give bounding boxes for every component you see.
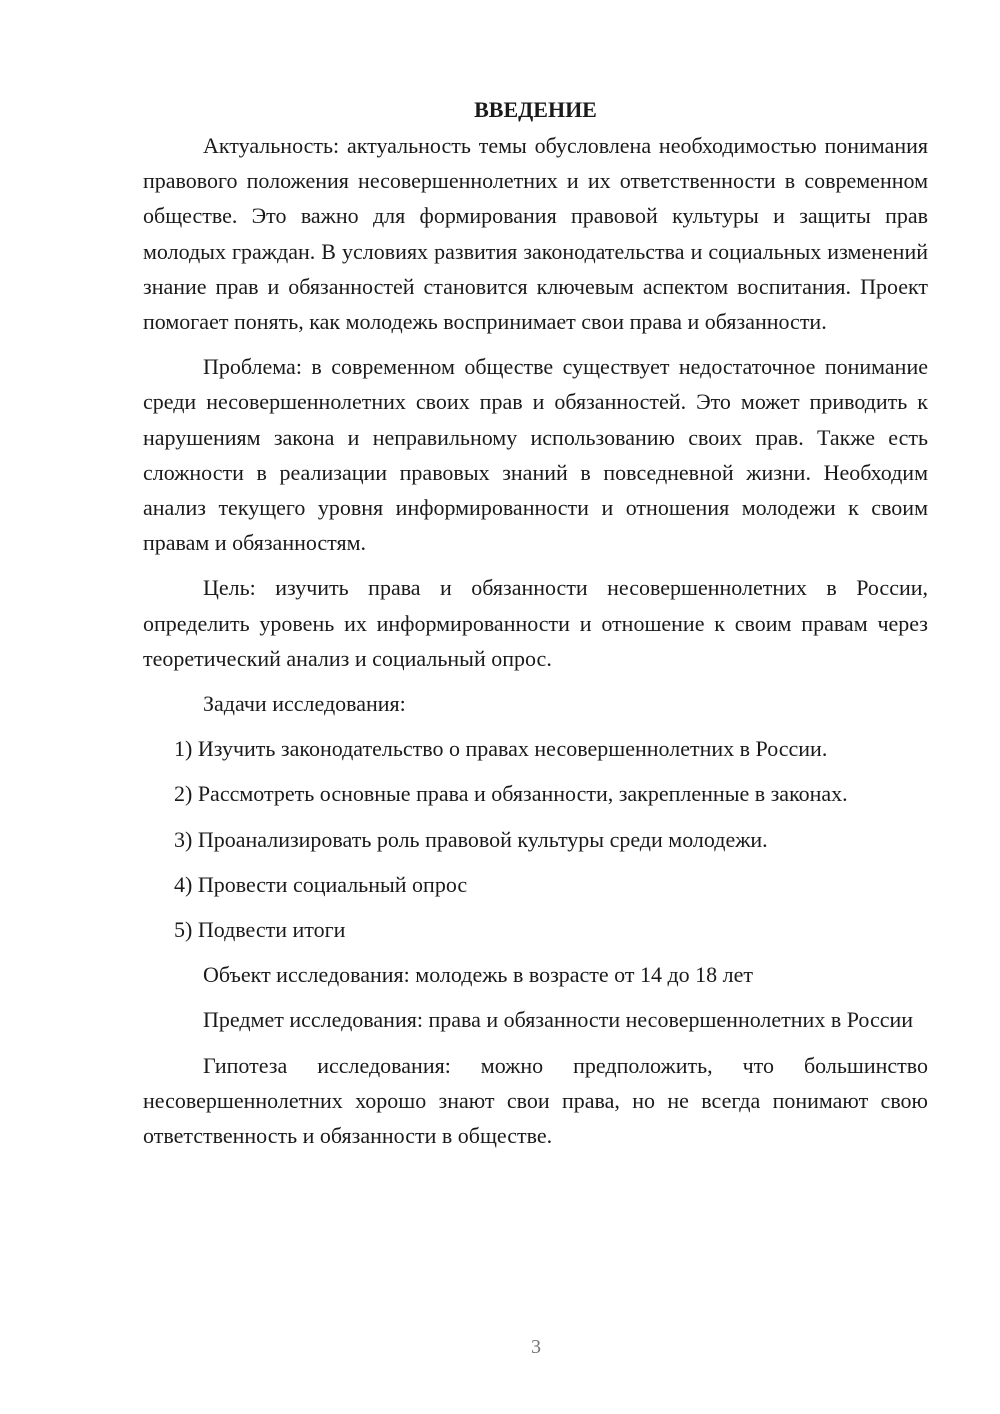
task-item-4: 4) Провести социальный опрос [174, 871, 468, 897]
research-object: Объект исследования: молодежь в возрасте от 14 до 18 лет [203, 962, 754, 988]
page-number: 3 [531, 1336, 541, 1358]
research-hypothesis: Гипотеза исследования: можно предположить, что большинство несовершеннолетних хорошо знают свои права, но не всегда понимают свою ответственность и обязанности в обществе. [143, 1052, 928, 1149]
paragraph-goal: Цель: изучить права и обязанности несовершеннолетних в России, определить уровень их информированности и отношение к своим правам через теоретический анализ и социальный опрос. [143, 575, 928, 671]
task-item-1: 1) Изучить законодательство о правах несовершеннолетних в России. [174, 736, 828, 762]
section-title: ВВЕДЕНИЕ [474, 97, 597, 122]
task-item-5: 5) Подвести итоги [174, 917, 346, 943]
task-item-3: 3) Проанализировать роль правовой культуры среди молодежи. [174, 826, 768, 852]
paragraph-relevance: Актуальность: актуальность темы обусловлена необходимостью понимания правового положения несовершеннолетних и их ответственности в современном обществе. Это важно для формирования правовой культуры и защиты прав молодых граждан. В условиях развития законодательства и социальных изменений знание прав и обязанностей становится ключевым аспектом воспитания. Проект помогает понять, как молодежь воспринимает свои права и обязанности. [143, 133, 928, 335]
research-subject: Предмет исследования: права и обязанности несовершеннолетних в России [203, 1007, 914, 1033]
tasks-heading: Задачи исследования: [203, 691, 406, 717]
task-item-2: 2) Рассмотреть основные права и обязанности, закрепленные в законах. [174, 781, 848, 807]
document-body [143, 92, 928, 1163]
paragraph-problem: Проблема: в современном обществе существует недостаточное понимание среди несовершеннолетних своих прав и обязанностей. Это может приводить к нарушениям закона и неправильному использованию своих прав. Также есть сложности в реализации правовых знаний в повседневной жизни. Необходим анализ текущего уровня информированности и отношения молодежи к своим правам и обязанностям. [143, 354, 928, 556]
